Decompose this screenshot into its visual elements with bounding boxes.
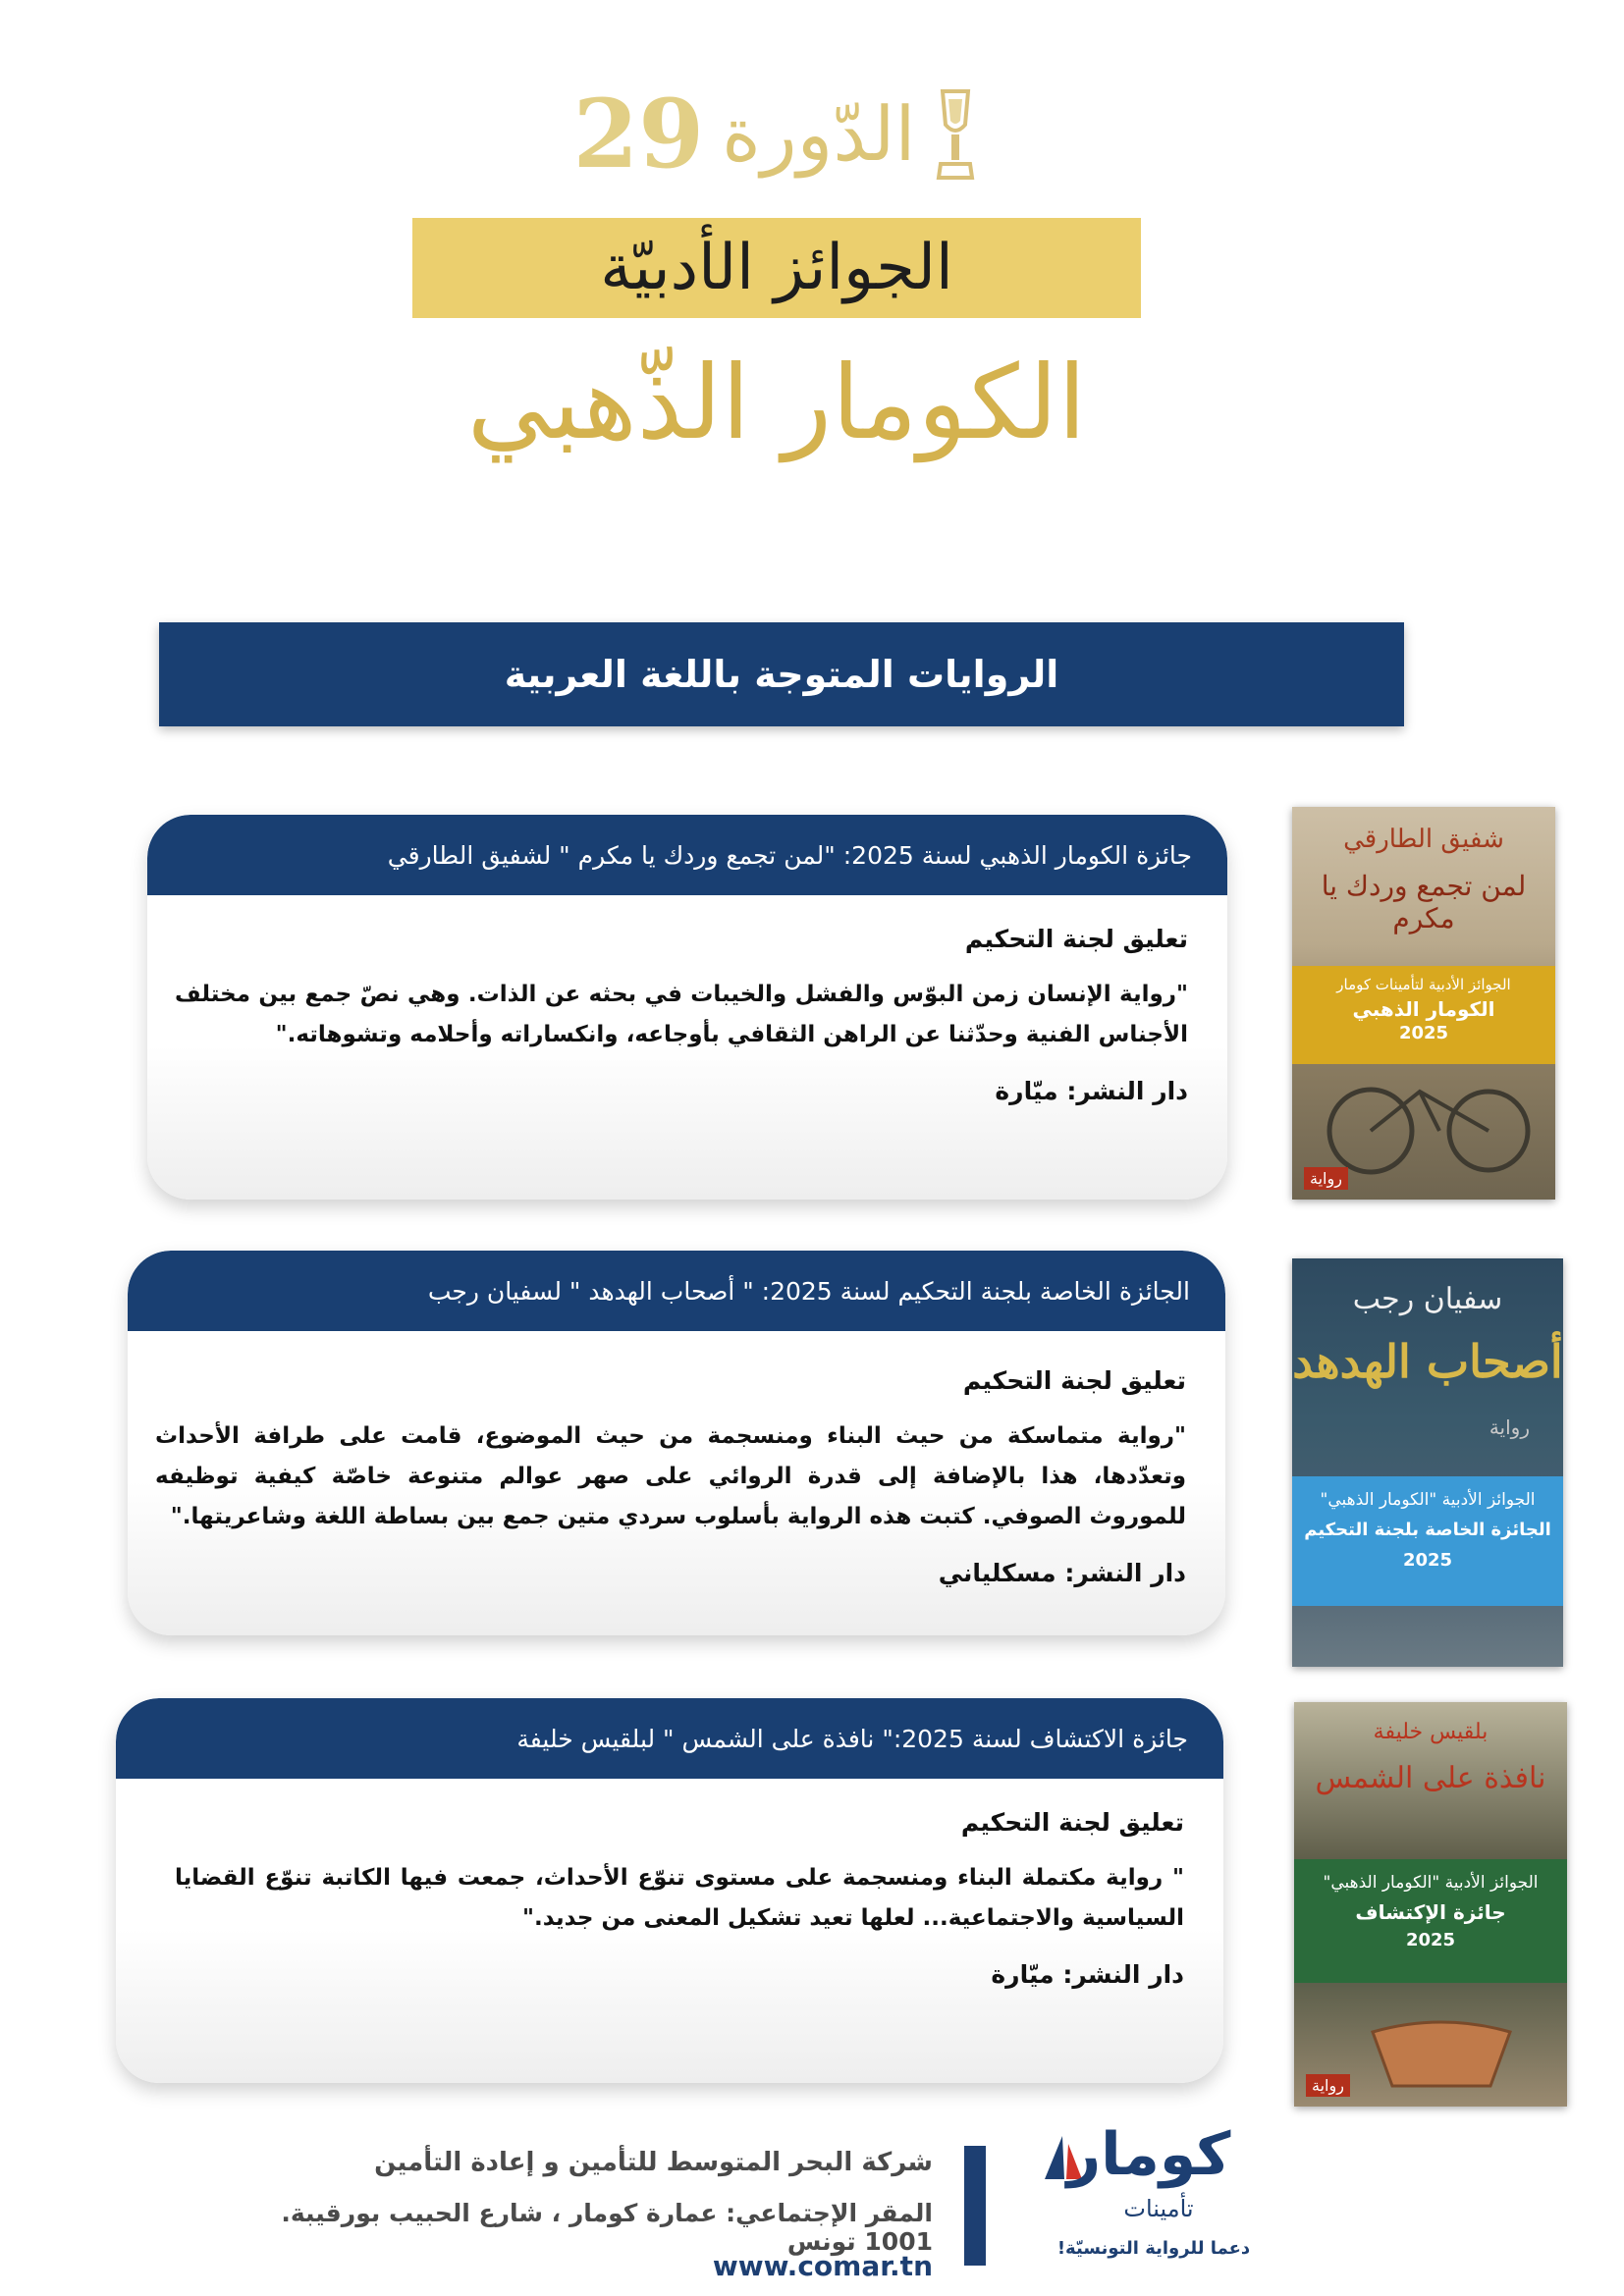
cover-title: لمن تجمع وردك يا مكرم — [1321, 870, 1527, 934]
comar-logo-subtitle: تأمينات — [1123, 2195, 1194, 2222]
jury-comment: "رواية الإنسان زمن البوّس والفشل والخيبات في بحثه عن الذات. وهي نصّ جمع بين مختلف الأجناس الفنية وحدّثنا عن الراهن الثقافي بأوجاعه، وانكساراته وأحلامه وتشوهاته." — [175, 982, 1188, 1047]
cover-award-band — [1292, 966, 1555, 1064]
trophy-icon — [933, 85, 978, 184]
publisher: دار النشر: مسكلياني — [938, 1559, 1186, 1587]
edition-heading — [550, 80, 1001, 188]
footer-divider — [964, 2146, 986, 2266]
cover-band-line1: الجوائز الأدبية "الكومار الذهبي" — [1320, 1490, 1536, 1510]
award-card-header — [147, 815, 1227, 895]
bicycle-illustration — [1312, 1072, 1538, 1180]
cover-band-line3: 2025 — [1402, 1550, 1453, 1571]
award-card-discovery — [116, 1698, 1223, 2083]
cover-author: بلقيس خليفة — [1373, 1720, 1489, 1744]
edition-number: 29 — [572, 79, 705, 189]
jury-comment-label: تعليق لجنة التحكيم — [960, 1808, 1184, 1837]
awards-title-band — [412, 218, 1141, 318]
publisher: دار النشر: ميّارة — [995, 1077, 1188, 1105]
award-heading: جائزة الاكتشاف لسنة 2025:" نافذة على الشمس " لبلقيس خليفة — [516, 1724, 1188, 1753]
cover-band-line3: 2025 — [1398, 1023, 1449, 1043]
cover-band-line1: الجوائز الأدبية "الكومار الذهبي" — [1323, 1873, 1539, 1893]
cover-band-line2: الجائزة الخاصة بلجنة التحكيم — [1304, 1520, 1551, 1540]
cover-author: سفيان رجب — [1352, 1282, 1503, 1316]
cover-tag: رواية — [1304, 1167, 1348, 1190]
section-title: الروايات المتوجة باللغة العربية — [504, 653, 1059, 696]
broken-pot-illustration — [1363, 2002, 1520, 2091]
award-card-header — [116, 1698, 1223, 1779]
book-cover-2 — [1292, 1258, 1563, 1667]
cover-author: شفيق الطارقي — [1343, 825, 1504, 854]
comar-logo-name: كومار — [1066, 2120, 1231, 2189]
cover-title: أصحاب الهدهد — [1292, 1335, 1563, 1388]
cover-subtitle: رواية — [1489, 1415, 1530, 1439]
book-cover-1 — [1292, 807, 1555, 1200]
cover-band-line3: 2025 — [1405, 1930, 1456, 1950]
award-card-jury-special — [128, 1251, 1225, 1635]
book-cover-3 — [1294, 1702, 1567, 2107]
award-heading: جائزة الكومار الذهبي لسنة 2025: "لمن تجمع وردك يا مكرم " لشفيق الطارقي — [387, 840, 1192, 870]
award-heading: الجائزة الخاصة بلجنة التحكيم لسنة 2025: " أصحاب الهدهد " لسفيان رجب — [427, 1276, 1190, 1306]
award-card-body — [175, 1808, 1184, 1989]
jury-comment: " رواية مكتملة البناء ومنسجمة على مستوى تنوّع الأحداث، جمعت فيها الكاتبة تنوّع القضايا السياسية والاجتماعية... لعلها تعيد تشكيل المعنى من جديد." — [175, 1865, 1184, 1931]
edition-word: الدّورة — [722, 90, 916, 178]
cover-title: نافذة على الشمس — [1315, 1761, 1546, 1795]
section-banner — [159, 622, 1404, 726]
award-card-body — [175, 925, 1188, 1105]
award-card-golden — [147, 815, 1227, 1200]
cover-tag: رواية — [1306, 2074, 1350, 2097]
cover-award-band — [1294, 1859, 1567, 1983]
cover-band-line2: الكومار الذهبي — [1352, 997, 1495, 1021]
awards-title: الجوائز الأدبيّة — [600, 232, 953, 304]
cover-band-line1: الجوائز الأدبية لتأمينات كومار — [1336, 976, 1511, 993]
footer-address: المقر الإجتماعي: عمارة كومار ، شارع الحبيب بورقيبة. 1001 تونس — [281, 2199, 933, 2256]
jury-comment-label: تعليق لجنة التحكيم — [964, 925, 1188, 953]
jury-comment-label: تعليق لجنة التحكيم — [962, 1366, 1186, 1395]
footer-url[interactable]: www.comar.tn — [712, 2250, 933, 2282]
footer-company: شركة البحر المتوسط للتأمين و إعادة التأمين — [374, 2148, 933, 2177]
cover-award-band — [1292, 1476, 1563, 1606]
publisher: دار النشر: ميّارة — [991, 1960, 1184, 1989]
comar-logo-tagline: دعما للرواية التونسيّة! — [1056, 2238, 1251, 2259]
award-card-body — [155, 1366, 1186, 1587]
cover-band-line2: جائزة الإكتشاف — [1355, 1900, 1506, 1924]
jury-comment: "رواية متماسكة من حيث البناء ومنسجمة من حيث الموضوع، قامت على طرافة الأحداث وتعدّدها، هذا بالإضافة إلى قدرة الروائي على صهر عوالم متنوعة خاصّة كيفية توظيفه للموروث الصوفي. كتبت هذه الرواية بأسلوب سردي متين جمع بين بساطة اللغة وشاعريتها." — [155, 1423, 1186, 1529]
golden-comar-title: الكومار الذّهبي — [466, 343, 1087, 462]
award-card-header — [128, 1251, 1225, 1331]
